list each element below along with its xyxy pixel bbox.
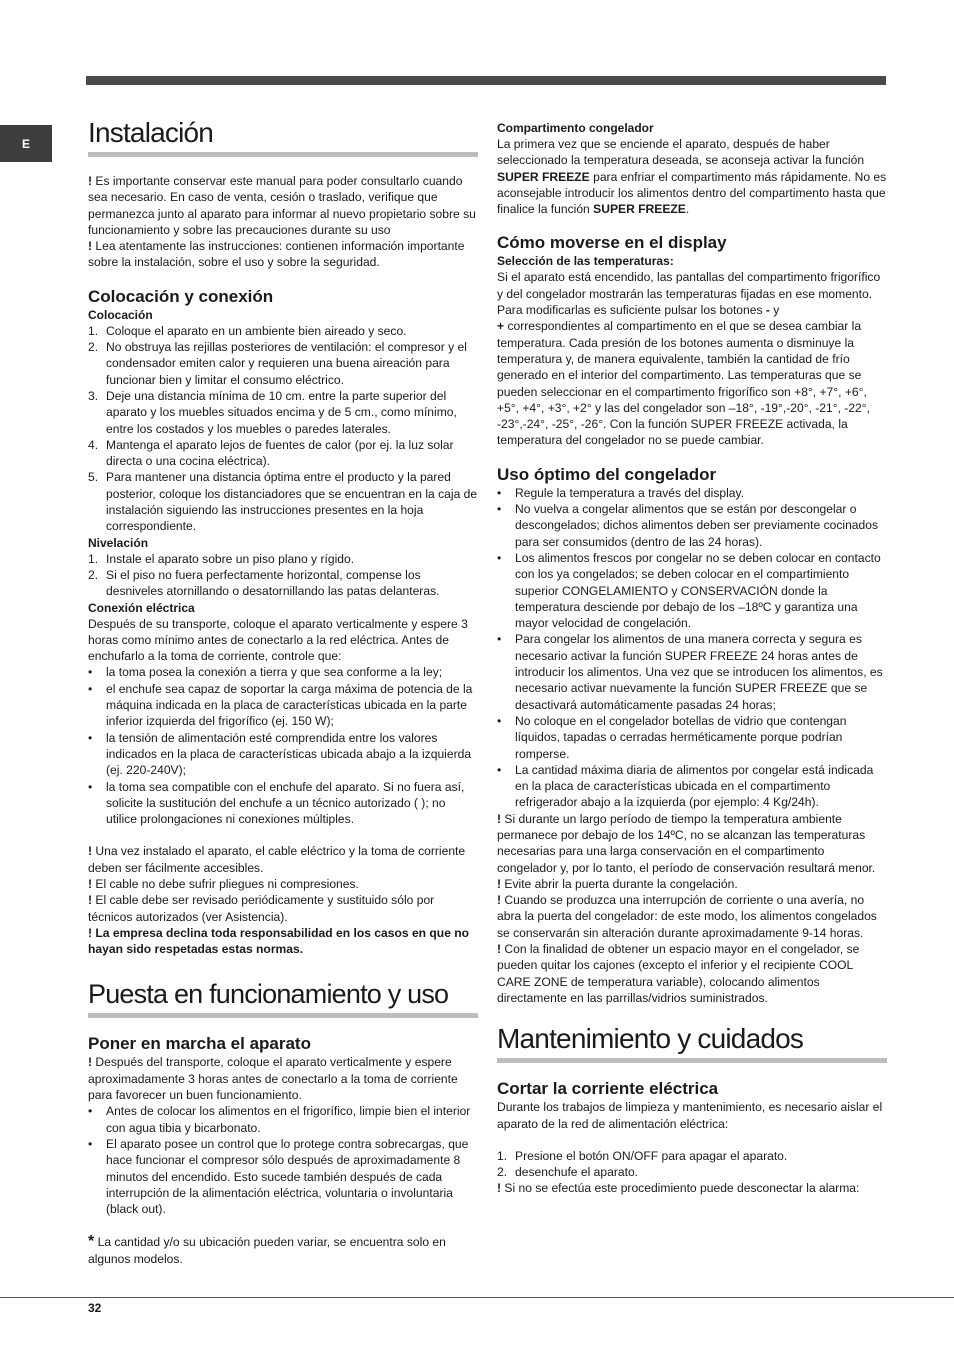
- plus-button-icon: +: [497, 319, 505, 334]
- footnote: [88, 1233, 478, 1268]
- subheading-compartimento-congelador: Compartimento congelador: [497, 121, 654, 135]
- list-item: • el enchufe sea capaz de soportar la carga máxima de potencia de la máquina indicada en la placa de características ubicada en la parte inferior izquierda del frigorífico (ej. 150 W);: [88, 681, 473, 729]
- left-column: [88, 116, 478, 1268]
- heading-poner-en-marcha: Poner en marcha el aparato: [88, 1034, 311, 1054]
- list-item: 2. desenchufe el aparato.: [497, 1165, 639, 1180]
- subheading-conexion-electrica: Conexión eléctrica: [88, 600, 195, 615]
- page-number: 32: [88, 1301, 102, 1315]
- title-mantenimiento: Mantenimiento y cuidados: [497, 1022, 887, 1063]
- conexion-list: [88, 664, 478, 827]
- list-item: • Para congelar los alimentos de una manera correcta y segura es necesario activar la función SUPER FREEZE 24 horas antes de introducir los alimentos. Una vez que se introducen los alimentos, es necesario activar nuevamente la función SUPER FREEZE que se desactivará automáticamente pasadas 24 horas;: [497, 632, 883, 712]
- warning-mark: !: [88, 174, 93, 188]
- uso-warning-1: ! Si durante un largo período de tiempo la temperatura ambiente permanece por debajo de los 14ºC, no se alcanzan las temperaturas necesarias para una larga conservación en el compartimento congelador y, por lo tanto, el período de conservación resultará menor.: [497, 811, 876, 875]
- list-item: • la toma sea compatible con el enchufe del aparato. Si no fuera así, solicite la sustitución del enchufe a un técnico autorizado ( ); no utilice prolongaciones ni conexiones múltiples.: [88, 779, 465, 827]
- cortar-text: Durante los trabajos de limpieza y mantenimiento, es necesario aislar el aparato de la red de alimentación eléctrica:: [497, 1100, 883, 1131]
- list-item: 1. Coloque el aparato en un ambiente bien aireado y seco.: [88, 323, 407, 338]
- intro-paragraph-2: [88, 238, 478, 271]
- warning-1: ! Una vez instalado el aparato, el cable eléctrico y la toma de corriente deben ser fácilmente accesibles.: [88, 844, 466, 875]
- list-item: • la tensión de alimentación esté comprendida entre los valores indicados en la placa de características ubicada abajo a la izquierda (ej. 220-240V);: [88, 730, 472, 778]
- heading-cortar-corriente: Cortar la corriente eléctrica: [497, 1079, 719, 1099]
- heading-display: Cómo moverse en el display: [497, 233, 727, 253]
- title-puesta-en-funcionamiento: Puesta en funcionamiento y uso: [88, 977, 478, 1018]
- colocacion-list: [88, 323, 478, 535]
- footnote-star: *: [88, 1233, 95, 1251]
- footnote-text: La cantidad y/o su ubicación pueden variar, se encuentra solo en algunos modelos.: [88, 1235, 446, 1267]
- intro-text-1: Es importante conservar este manual para poder consultarlo cuando sea necesario. En caso de venta, cesión o traslado, verifique que permanezca junto al aparato para informar al nuevo propietario sobre su funcionamiento y sobre las precauciones durante su uso: [88, 174, 476, 237]
- list-item: • El aparato posee un control que lo protege contra sobrecargas, que hace funcionar el compresor sólo después de aproximadamente 8 minutos del encendido. Esto sucede también después de cada interrupción de la alimentación eléctrica, voluntaria o involuntaria (black out).: [88, 1136, 469, 1217]
- list-item: 2. No obstruya las rejillas posteriores de ventilación: el compresor y el condensador emiten calor y requieren una buena aireación para funcionar bien y limitar el consumo eléctrico.: [88, 340, 467, 387]
- uso-warning-4: ! Con la finalidad de obtener un espacio mayor en el congelador, se pueden quitar los cajones (excepto el inferior y el recipiente COOL CARE ZONE de temperatura variable), colocando alimentos directamente en las parrillas/vidrios suministrados.: [497, 942, 860, 1005]
- subheading-nivelacion: Nivelación: [88, 535, 149, 550]
- top-rule: [86, 76, 886, 85]
- list-item: • Antes de colocar los alimentos en el frigorífico, limpie bien el interior con agua tibia y bicarbonato.: [88, 1104, 471, 1135]
- super-freeze-label: SUPER FREEZE: [497, 169, 590, 184]
- warning-mark: !: [88, 239, 93, 254]
- subheading-colocacion: Colocación: [88, 307, 153, 322]
- list-item: • la toma posea la conexión a tierra y que sea conforme a la ley;: [88, 665, 443, 680]
- uso-warning-3: ! Cuando se produzca una interrupción de corriente o una avería, no abra la puerta del congelador: de este modo, los alimentos congelados se conservarán sin alteración durante aproximadamente 9-14 horas.: [497, 893, 877, 940]
- language-tab: [0, 125, 52, 162]
- list-item: 1. Presione el botón ON/OFF para apagar el aparato.: [497, 1148, 788, 1163]
- list-item: 5. Para mantener una distancia óptima entre el producto y la pared posterior, coloque los distanciadores que se encuentran en la caja de instalación siguiendo las instrucciones presentes en la hoja correspondiente.: [88, 470, 478, 534]
- bold-warning: ! La empresa declina toda responsabilidad en los casos en que no hayan sido respetadas estas normas.: [88, 925, 470, 957]
- list-item: • La cantidad máxima diaria de alimentos por congelar está indicada en la placa de características ubicada en el compartimento refrigerador abajo a la izquierda (por ejemplo: 4 Kg/24h).: [497, 762, 874, 810]
- list-item: • No vuelva a congelar alimentos que se están por descongelar o descongelados; dichos alimentos deben ser previamente cocinados para ser consumidos (dentro de las 24 horas).: [497, 502, 879, 549]
- heading-colocacion-conexion: Colocación y conexión: [88, 286, 274, 306]
- nivelacion-list: [88, 551, 478, 600]
- list-item: 3. Deje una distancia mínima de 10 cm. entre la parte superior del aparato y los muebles situados encima y de 5 cm., como mínimo, entre los costados y los muebles o paredes laterales.: [88, 388, 457, 436]
- intro-paragraph-1: [88, 173, 478, 238]
- list-item: 4. Mantenga el aparato lejos de fuentes de calor (por ej. la luz solar directa o una cocina eléctrica).: [88, 437, 454, 469]
- uso-warning-2: ! Evite abrir la puerta durante la congelación.: [497, 876, 738, 891]
- list-item: • Regule la temperatura a través del display.: [497, 485, 745, 500]
- poner-text: ! Después del transporte, coloque el aparato verticalmente y espere aproximadamente 3 horas antes de conectarlo a la toma de corriente para favorecer un buen funcionamiento.: [88, 1055, 458, 1103]
- poner-list: [88, 1103, 478, 1217]
- cortar-list: [497, 1148, 887, 1181]
- subheading-seleccion: Selección de las temperaturas:: [497, 254, 674, 269]
- minus-button-icon: -: [765, 303, 770, 318]
- list-item: • No coloque en el congelador botellas de vidrio que contengan líquidos, tapadas o cerradas herméticamente porque podrían romperse.: [497, 713, 847, 761]
- title-instalacion: Instalación: [88, 116, 478, 157]
- list-item: 1. Instale el aparato sobre un piso plano y rígido.: [88, 551, 355, 566]
- footer-rule: [0, 1297, 954, 1298]
- heading-uso-optimo: Uso óptimo del congelador: [497, 464, 717, 484]
- compartimento-text: La primera vez que se enciende el aparato, después de haber seleccionado la temperatura deseada, se aconseja activar la función SUPER FREEZE para enfriar el compartimento más rápidamente. No es aconsejable introducir los alimentos dentro del compartimento hasta que finalice la función SUPER FREEZE.: [497, 137, 887, 217]
- cortar-warning: ! Si no se efectúa este procedimiento puede desconectar la alarma:: [497, 1181, 860, 1196]
- display-text: Si el aparato está encendido, las pantallas del compartimento frigorífico y del congelador mostrarán las temperaturas fijadas en ese momento. Para modificarlas es suficiente pulsar los botones - y + correspondientes al compartimento en el que se desea cambiar la temperatura. Cada presión de los botones aumenta o disminuye la temperatura y, de manera equivalente, también la cantidad de frío generado en el interior del compartimento. Las temperaturas que se pueden seleccionar en el compartimento frigorífico son +8°, +7°, +6°, +5°, +4°, +3°, +2° y las del congelador son –18°, -19°,-20°, -21°, -22°, -23°,-24°, -25°, -26°. Con la función SUPER FREEZE activada, la temperatura del congelador no se puede cambiar.: [497, 270, 881, 448]
- intro-text-2: Lea atentamente las instrucciones: contienen información importante sobre la instalación, sobre el uso y sobre la seguridad.: [88, 239, 465, 270]
- list-item: 2. Si el piso no fuera perfectamente horizontal, compense los desniveles atornillando o desatornillando las patas delanteras.: [88, 567, 440, 599]
- conexion-text: Después de su transporte, coloque el aparato verticalmente y espere 3 horas como mínimo antes de conectarlo a la red eléctrica. Antes de enchufarlo a la toma de corriente, controle que:: [88, 616, 468, 664]
- language-tab-label: E: [21, 136, 30, 151]
- warning-3: ! El cable debe ser revisado periódicamente y sustituido sólo por técnicos autorizados (ver Asistencia).: [88, 893, 435, 924]
- right-column: [497, 120, 887, 1197]
- super-freeze-label: SUPER FREEZE: [593, 202, 686, 217]
- uso-list: [497, 485, 887, 811]
- list-item: • Los alimentos frescos por congelar no se deben colocar en contacto con los ya congelados; se deben colocar en el compartimiento superior CONGELAMIENTO y CONSERVACIÓN donde la temperatura desciende por debajo de los –18ºC y garantiza una mayor velocidad de congelación.: [497, 550, 881, 631]
- warning-2: ! El cable no debe sufrir pliegues ni compresiones.: [88, 876, 359, 891]
